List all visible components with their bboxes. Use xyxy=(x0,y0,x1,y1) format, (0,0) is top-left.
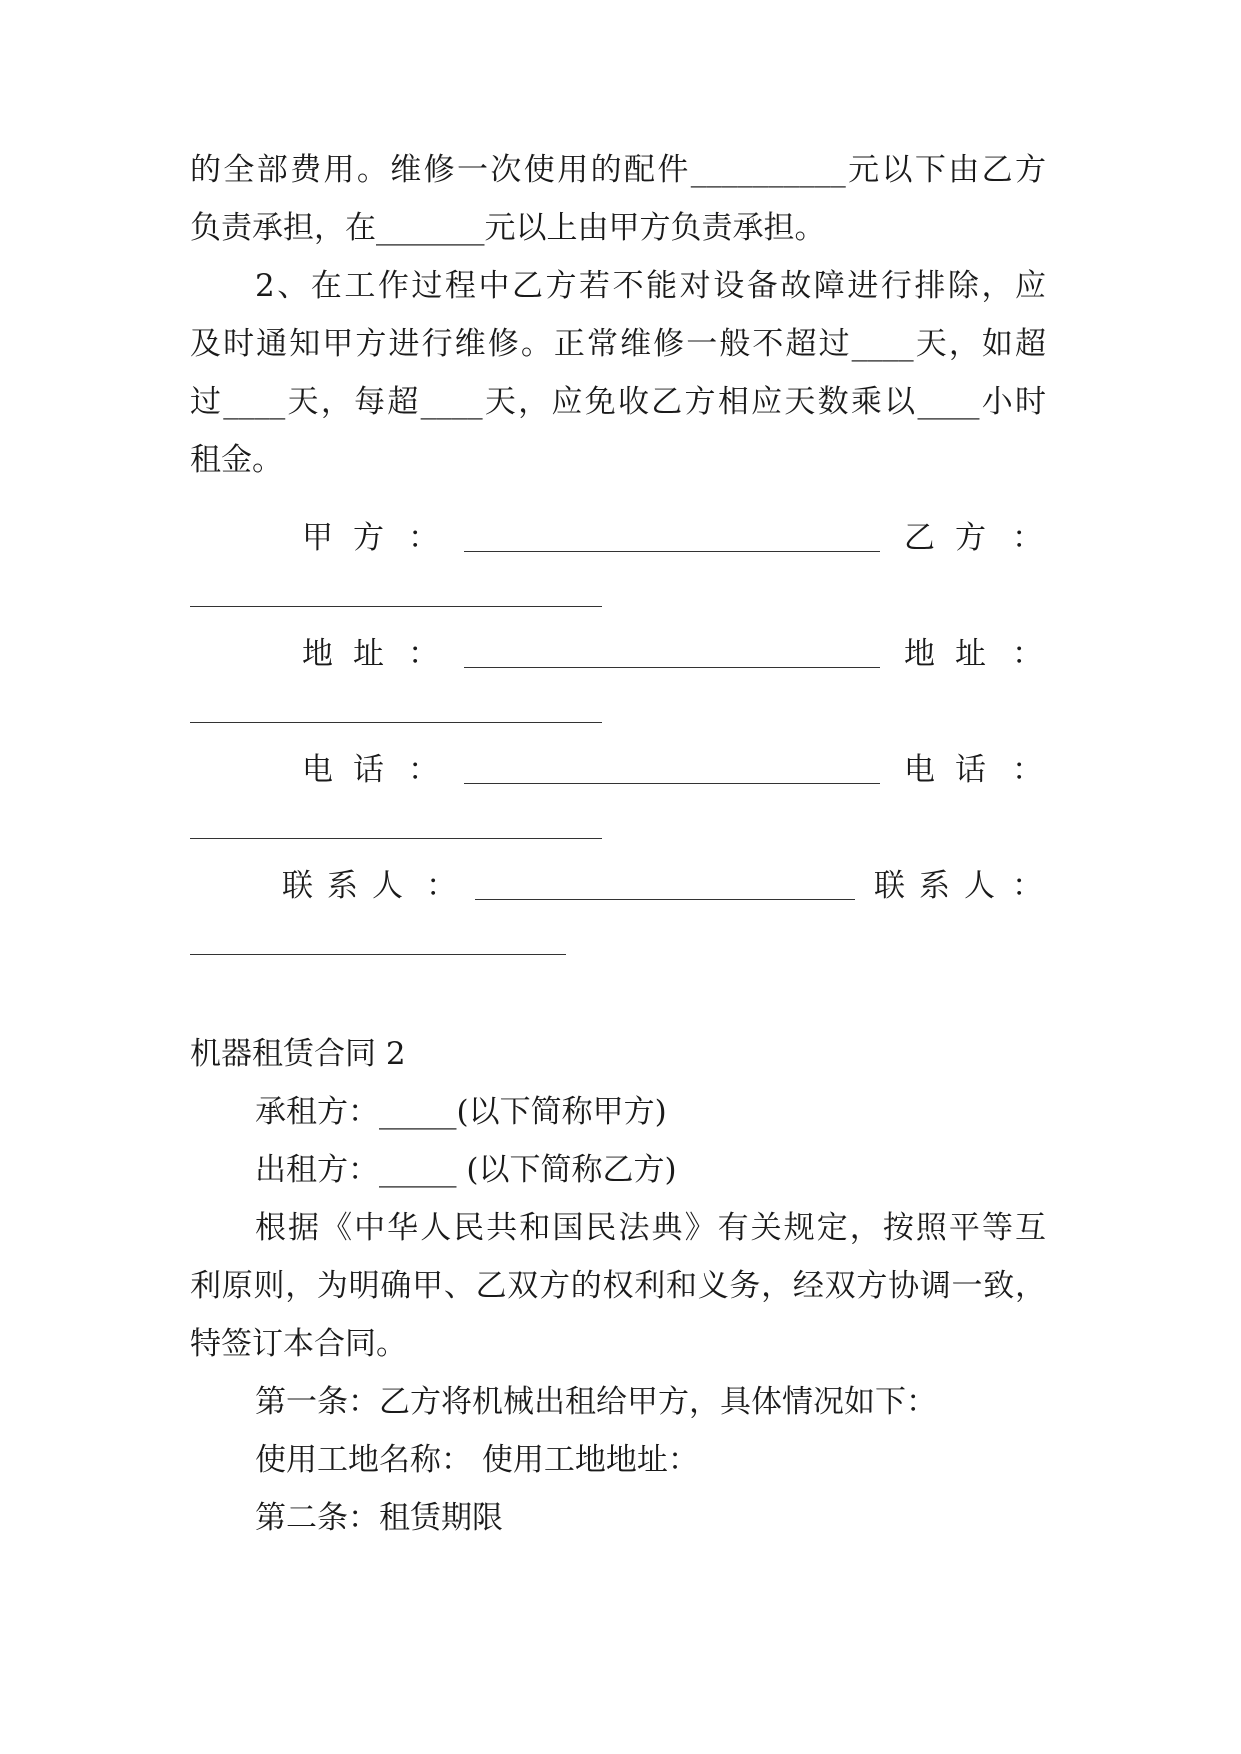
phone-b-blank[interactable] xyxy=(190,838,602,839)
contact-label-a: 联系人 xyxy=(282,868,417,904)
colon: ： xyxy=(1012,520,1043,556)
colon: ： xyxy=(1012,636,1043,672)
party-a-blank[interactable] xyxy=(464,551,880,552)
contact-b-blank[interactable] xyxy=(190,954,566,955)
address-label-b: 地址 xyxy=(904,636,1006,672)
intro-line: 特签订本合同。 xyxy=(190,1326,407,1362)
phone-a-blank[interactable] xyxy=(464,783,880,784)
colon: ： xyxy=(1012,868,1043,904)
contract-title: 机器租赁合同 2 xyxy=(190,1036,406,1072)
signature-row-party xyxy=(190,518,1046,558)
contact-a-blank[interactable] xyxy=(475,899,855,900)
address-a-blank[interactable] xyxy=(464,667,880,668)
colon: ： xyxy=(426,868,457,904)
article-2: 第二条：租赁期限 xyxy=(255,1500,503,1536)
intro-line: 根据《中华人民共和国民法典》有关规定，按照平等互 xyxy=(255,1210,1046,1246)
phone-label-b: 电话 xyxy=(904,752,1006,788)
lessor-line: 出租方：_____ (以下简称乙方) xyxy=(255,1152,677,1188)
party-b-label: 乙方 xyxy=(904,520,1006,556)
text-line: 过____天，每超____天，应免收乙方相应天数乘以____小时 xyxy=(190,384,1046,420)
site-line: 使用工地名称： 使用工地地址： xyxy=(255,1442,699,1478)
article-1: 第一条：乙方将机械出租给甲方，具体情况如下： xyxy=(255,1384,937,1420)
text-line: 负责承担，在_______元以上由甲方负责承担。 xyxy=(190,210,826,246)
intro-line: 利原则，为明确甲、乙双方的权利和义务，经双方协调一致， xyxy=(190,1268,1046,1304)
colon: ： xyxy=(408,636,439,672)
address-b-blank[interactable] xyxy=(190,722,602,723)
colon: ： xyxy=(408,752,439,788)
text-line: 的全部费用。维修一次使用的配件__________元以下由乙方 xyxy=(190,152,1046,188)
text-line: 2、在工作过程中乙方若不能对设备故障进行排除，应 xyxy=(255,268,1046,304)
address-label-a: 地址 xyxy=(302,636,404,672)
party-a-label: 甲方 xyxy=(302,520,404,556)
signature-row-contact xyxy=(190,866,1046,906)
contact-label-b: 联系人 xyxy=(874,868,1009,904)
colon: ： xyxy=(408,520,439,556)
text-line: 租金。 xyxy=(190,442,283,478)
party-b-blank[interactable] xyxy=(190,606,602,607)
signature-row-address xyxy=(190,634,1046,674)
colon: ： xyxy=(1012,752,1043,788)
phone-label-a: 电话 xyxy=(302,752,404,788)
lessee-line: 承租方：_____(以下简称甲方) xyxy=(255,1094,667,1130)
text-line: 及时通知甲方进行维修。正常维修一般不超过____天，如超 xyxy=(190,326,1046,362)
signature-row-phone xyxy=(190,750,1046,790)
